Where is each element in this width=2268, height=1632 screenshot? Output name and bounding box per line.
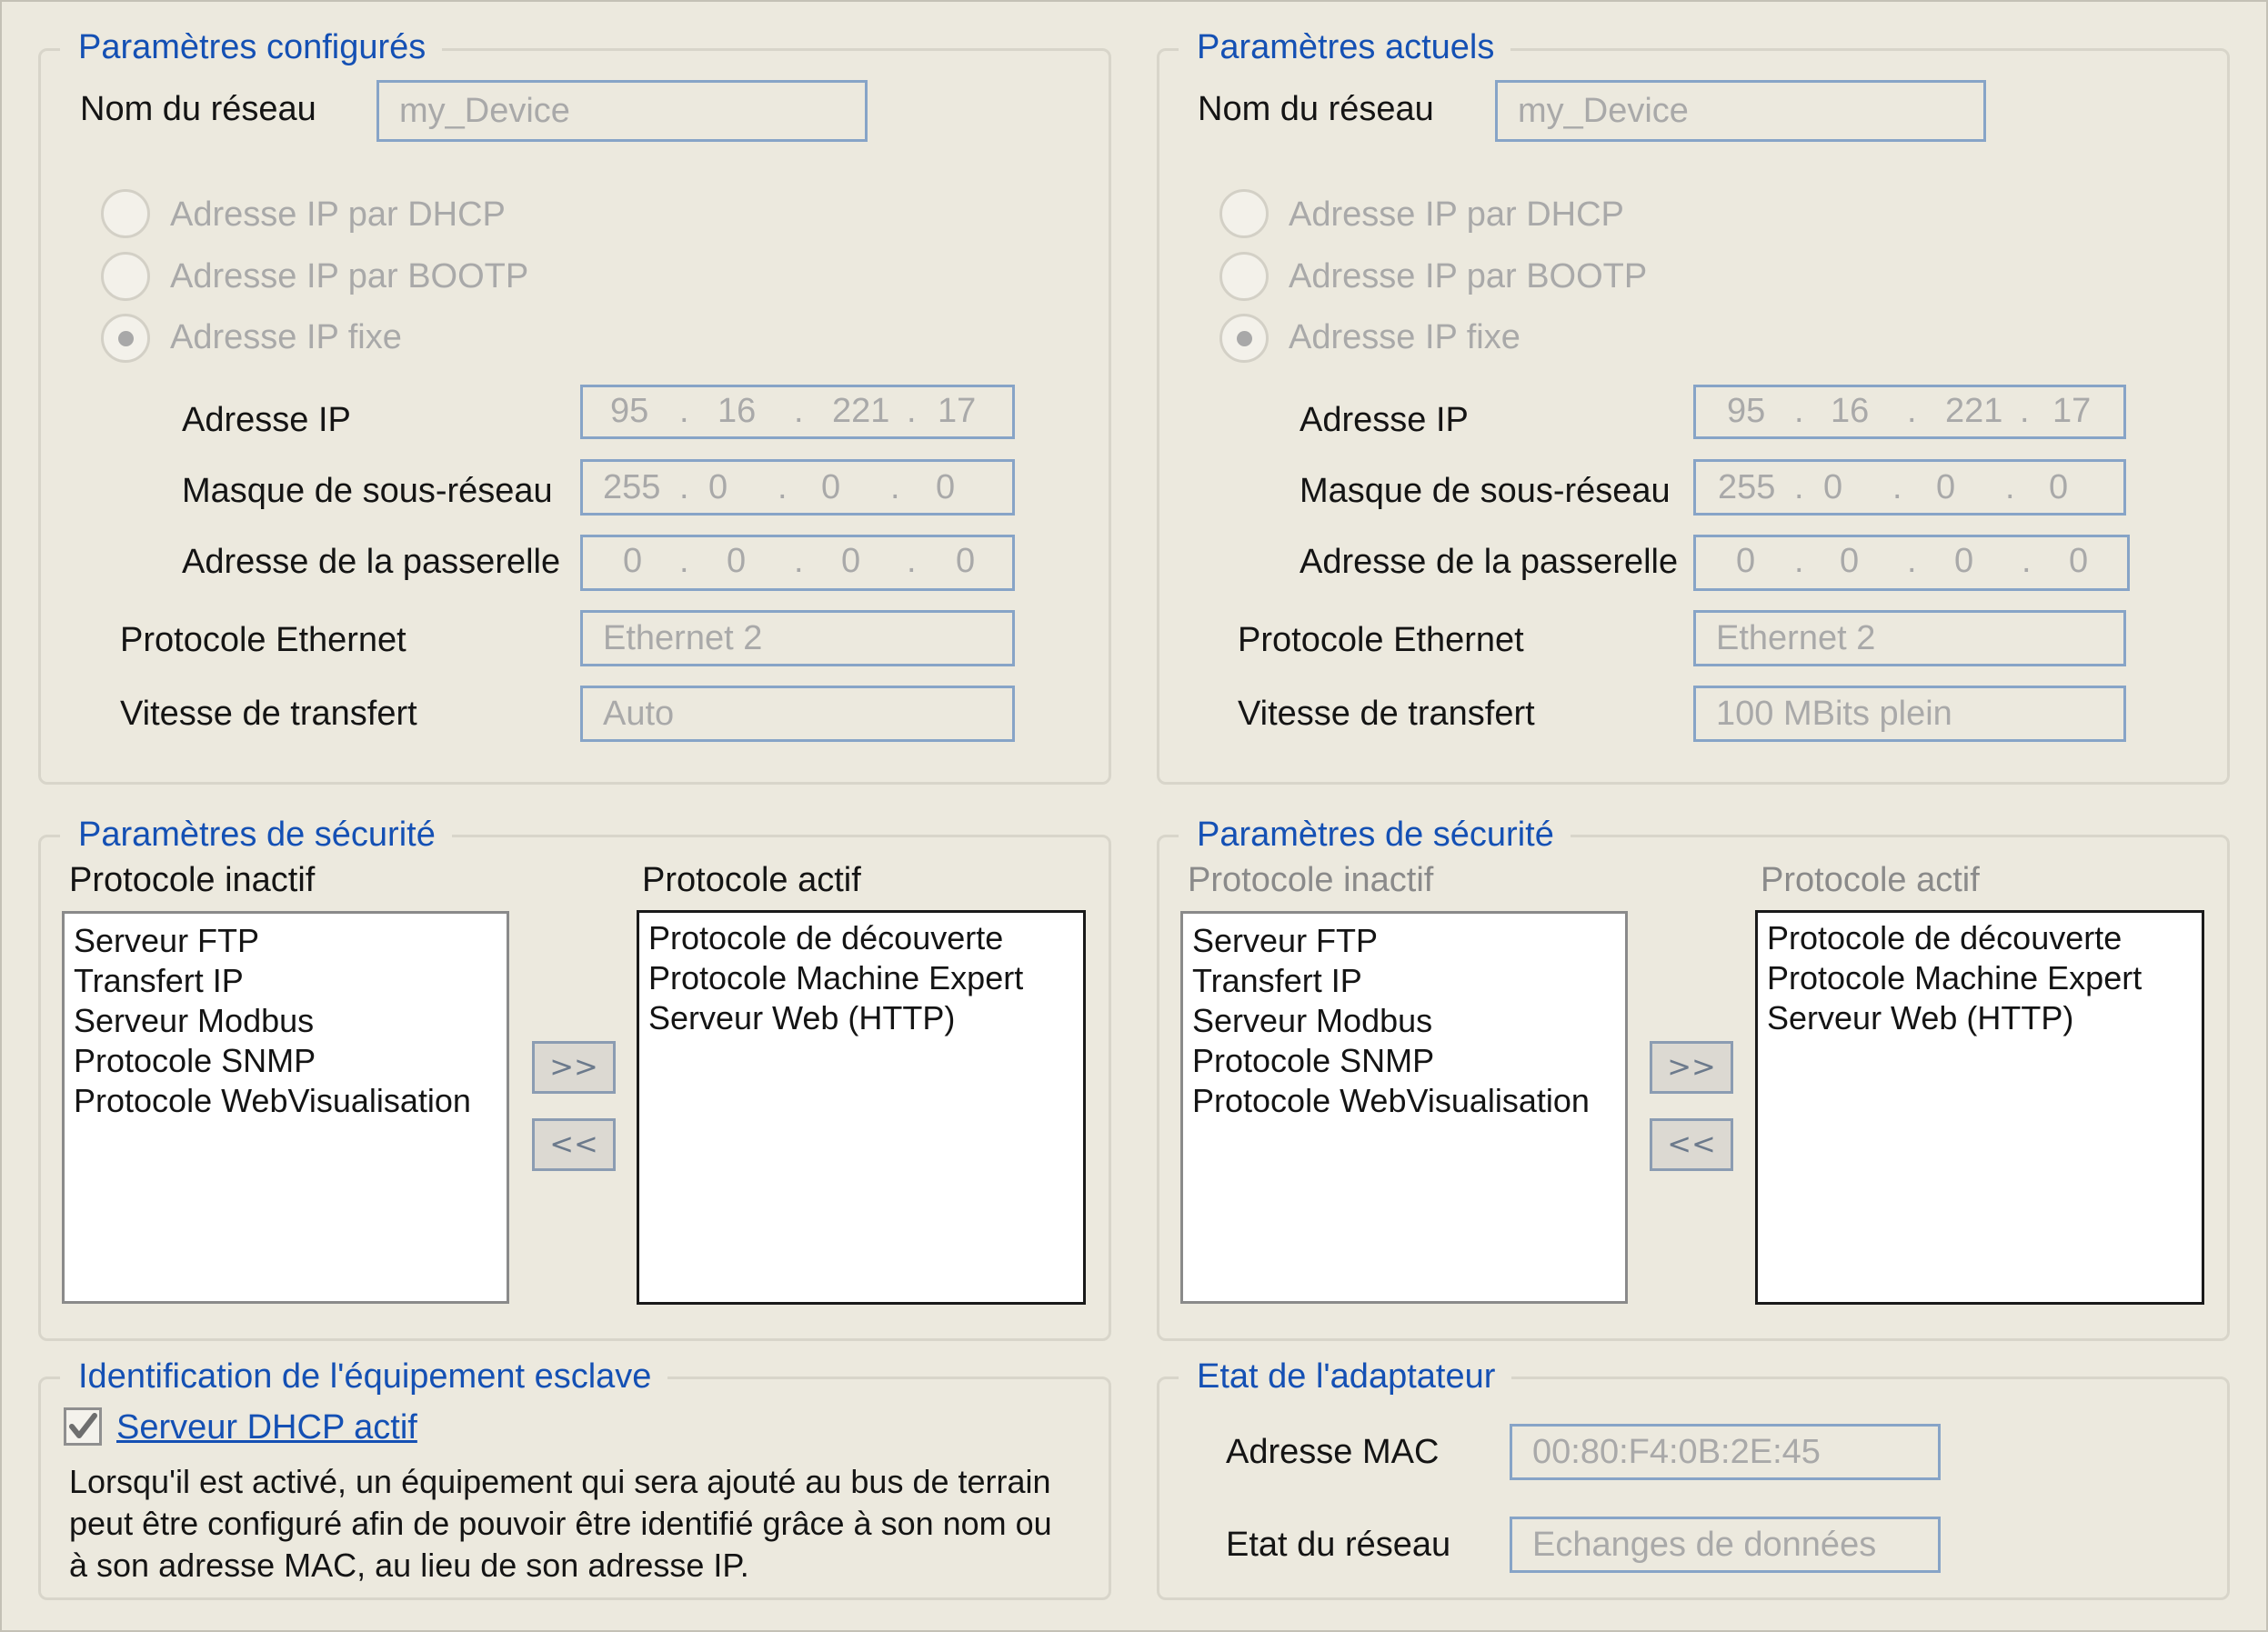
ip-dot: . <box>1794 542 1804 580</box>
mask-octet: 0 <box>1936 468 1956 506</box>
ip-address-field[interactable] <box>1693 385 2126 439</box>
adapter-state-title: Etat de l'adaptateur <box>1179 1357 1511 1397</box>
ip-octet: 95 <box>1727 392 1766 430</box>
network-state-field[interactable]: Echanges de données <box>1510 1517 1941 1573</box>
ip-dot: . <box>2020 392 2030 430</box>
description-line: à son adresse MAC, au lieu de son adresse IP. <box>69 1547 749 1584</box>
list-item[interactable]: Serveur Web (HTTP) <box>1767 999 2074 1036</box>
radio-selected-dot <box>118 331 134 346</box>
list-item[interactable]: Protocole Machine Expert <box>648 959 1024 996</box>
list-item[interactable]: Serveur Modbus <box>1192 1002 1433 1039</box>
transfer-speed-field[interactable]: 100 MBits plein <box>1693 686 2126 742</box>
inactive-protocol-label: Protocole inactif <box>1188 861 1434 899</box>
radio-dhcp[interactable] <box>1219 189 1269 238</box>
network-name-label: Nom du réseau <box>1198 90 1434 128</box>
gateway-octet: 0 <box>841 542 861 580</box>
description-line: peut être configuré afin de pouvoir être identifié grâce à son nom ou <box>69 1505 1052 1542</box>
gateway-field[interactable] <box>1693 535 2130 591</box>
security-settings-title: Paramètres de sécurité <box>60 815 452 855</box>
mask-octet: 0 <box>821 468 841 506</box>
radio-dhcp-label: Adresse IP par DHCP <box>1289 195 1624 234</box>
ip-dot: . <box>778 468 788 506</box>
ip-octet: 17 <box>2052 392 2092 430</box>
gateway-label: Adresse de la passerelle <box>182 543 561 581</box>
mask-octet: 255 <box>1718 468 1776 506</box>
inactive-protocol-list[interactable] <box>1180 911 1628 1304</box>
add-protocol-button[interactable]: >> <box>532 1041 616 1094</box>
gateway-octet: 0 <box>727 542 747 580</box>
list-item[interactable]: Serveur FTP <box>74 922 260 959</box>
radio-fixed-label: Adresse IP fixe <box>1289 318 1520 356</box>
radio-bootp[interactable] <box>1219 252 1269 301</box>
current-settings-title: Paramètres actuels <box>1179 27 1510 67</box>
transfer-speed-label: Vitesse de transfert <box>120 695 417 733</box>
radio-selected-dot <box>1237 331 1252 346</box>
gateway-octet: 0 <box>623 542 643 580</box>
ip-dot: . <box>679 542 689 580</box>
list-item[interactable]: Protocole Machine Expert <box>1767 959 2143 996</box>
network-name-field[interactable]: my_Device <box>1495 80 1986 142</box>
ethernet-protocol-label: Protocole Ethernet <box>1238 621 1524 659</box>
network-name-label: Nom du réseau <box>80 90 316 128</box>
ip-octet: 16 <box>1831 392 1870 430</box>
list-item[interactable]: Protocole de découverte <box>648 919 1004 956</box>
security-settings-title: Paramètres de sécurité <box>1179 815 1571 855</box>
mask-octet: 0 <box>936 468 956 506</box>
active-protocol-label: Protocole actif <box>1761 861 1980 899</box>
ip-octet: 16 <box>718 392 757 430</box>
mask-octet: 0 <box>708 468 728 506</box>
ethernet-protocol-field[interactable]: Ethernet 2 <box>580 610 1015 666</box>
list-item[interactable]: Protocole SNMP <box>74 1042 316 1079</box>
list-item[interactable]: Transfert IP <box>74 962 244 999</box>
mask-octet: 0 <box>1823 468 1843 506</box>
subnet-mask-label: Masque de sous-réseau <box>182 472 553 510</box>
mask-octet: 255 <box>603 468 661 506</box>
ip-dot: . <box>1892 468 1902 506</box>
slave-description <box>69 1461 1052 1587</box>
gateway-label: Adresse de la passerelle <box>1300 543 1679 581</box>
ip-octet: 17 <box>938 392 977 430</box>
ethernet-protocol-label: Protocole Ethernet <box>120 621 406 659</box>
subnet-mask-field[interactable] <box>1693 459 2126 516</box>
radio-bootp-label: Adresse IP par BOOTP <box>170 257 529 295</box>
ip-octet: 221 <box>832 392 890 430</box>
list-item[interactable]: Serveur FTP <box>1192 922 1379 959</box>
gateway-octet: 0 <box>2069 542 2089 580</box>
list-item[interactable]: Protocole WebVisualisation <box>74 1082 471 1119</box>
gateway-octet: 0 <box>1954 542 1974 580</box>
dhcp-server-link[interactable]: Serveur DHCP actif <box>116 1408 417 1447</box>
ip-dot: . <box>794 542 804 580</box>
radio-dhcp[interactable] <box>101 189 150 238</box>
transfer-speed-field[interactable]: Auto <box>580 686 1015 742</box>
ip-dot: . <box>2005 468 2015 506</box>
description-line: Lorsqu'il est activé, un équipement qui sera ajouté au bus de terrain <box>69 1463 1051 1500</box>
active-protocol-list[interactable] <box>637 910 1086 1305</box>
ip-dot: . <box>2022 542 2032 580</box>
mask-octet: 0 <box>2049 468 2069 506</box>
list-item[interactable]: Serveur Modbus <box>74 1002 315 1039</box>
transfer-speed-label: Vitesse de transfert <box>1238 695 1535 733</box>
radio-dhcp-label: Adresse IP par DHCP <box>170 195 506 234</box>
radio-bootp-label: Adresse IP par BOOTP <box>1289 257 1648 295</box>
ip-address-label: Adresse IP <box>1300 401 1469 439</box>
inactive-protocol-label: Protocole inactif <box>69 861 316 899</box>
ip-octet: 95 <box>610 392 649 430</box>
subnet-mask-label: Masque de sous-réseau <box>1300 472 1671 510</box>
ip-address-label: Adresse IP <box>182 401 351 439</box>
radio-fixed[interactable] <box>1219 314 1269 363</box>
list-item[interactable]: Protocole WebVisualisation <box>1192 1082 1590 1119</box>
mac-address-field[interactable]: 00:80:F4:0B:2E:45 <box>1510 1424 1941 1480</box>
gateway-octet: 0 <box>956 542 976 580</box>
ip-dot: . <box>679 468 689 506</box>
add-protocol-button[interactable]: >> <box>1650 1041 1733 1094</box>
checkmark-icon <box>66 1410 99 1443</box>
list-item[interactable]: Transfert IP <box>1192 962 1362 999</box>
radio-bootp[interactable] <box>101 252 150 301</box>
ip-dot: . <box>907 542 917 580</box>
mac-address-label: Adresse MAC <box>1226 1433 1440 1471</box>
ethernet-protocol-field[interactable]: Ethernet 2 <box>1693 610 2126 666</box>
gateway-field[interactable] <box>580 535 1015 591</box>
ip-octet: 221 <box>1945 392 2003 430</box>
configured-settings-title: Paramètres configurés <box>60 27 442 67</box>
remove-protocol-button[interactable]: << <box>532 1118 616 1171</box>
ip-dot: . <box>1794 468 1804 506</box>
ip-dot: . <box>679 392 689 430</box>
radio-fixed[interactable] <box>101 314 150 363</box>
ip-dot: . <box>890 468 900 506</box>
ip-dot: . <box>1794 392 1804 430</box>
dhcp-server-checkbox[interactable] <box>64 1407 102 1446</box>
gateway-octet: 0 <box>1736 542 1756 580</box>
ip-address-field[interactable] <box>580 385 1015 439</box>
list-item[interactable]: Protocole de découverte <box>1767 919 2122 956</box>
active-protocol-label: Protocole actif <box>642 861 861 899</box>
ip-dot: . <box>794 392 804 430</box>
list-item[interactable]: Protocole SNMP <box>1192 1042 1435 1079</box>
gateway-octet: 0 <box>1840 542 1860 580</box>
remove-protocol-button[interactable]: << <box>1650 1118 1733 1171</box>
ip-dot: . <box>1907 542 1917 580</box>
slave-identification-title: Identification de l'équipement esclave <box>60 1357 667 1397</box>
active-protocol-list[interactable] <box>1755 910 2204 1305</box>
inactive-protocol-list[interactable] <box>62 911 509 1304</box>
ip-dot: . <box>1907 392 1917 430</box>
list-item[interactable]: Serveur Web (HTTP) <box>648 999 956 1036</box>
subnet-mask-field[interactable] <box>580 459 1015 516</box>
radio-fixed-label: Adresse IP fixe <box>170 318 402 356</box>
network-name-field[interactable]: my_Device <box>376 80 868 142</box>
network-state-label: Etat du réseau <box>1226 1526 1451 1564</box>
ip-dot: . <box>907 392 917 430</box>
